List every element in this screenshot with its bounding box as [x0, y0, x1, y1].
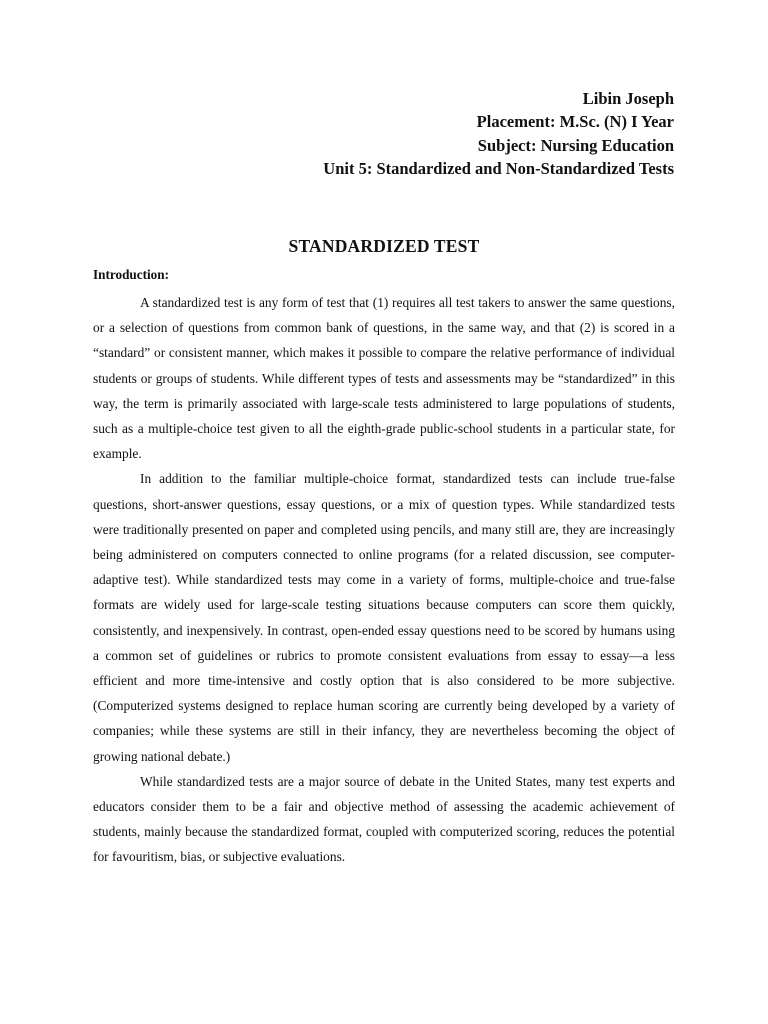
placement-line: Placement: M.Sc. (N) I Year [476, 112, 674, 132]
author-name: Libin Joseph [582, 89, 674, 108]
document-title: STANDARDIZED TEST [288, 236, 480, 256]
paragraph-1: A standardized test is any form of test that (1) requires all test takers to answer the same questions, or a selection of questions from common bank of questions, in the same way, and that (2) is scored in a “standard” or consistent manner, which makes it possible to compare the relative performance of individual students or groups of students. While different types of tests and assessments may be “standardized” in this way, the term is primarily associated with large-scale tests administered to large populations of students, such as a multiple-choice test given to all the eighth-grade public-school students in a particular state, for example. [93, 295, 675, 462]
paragraph-2: In addition to the familiar multiple-choice format, standardized tests can include true-false questions, short-answer questions, essay questions, or a mix of question types. While standardized tests were traditionally presented on paper and completed using pencils, and many still are, they are increasingly being administered on computers connected to online programs (for a related discussion, see computer-adaptive test). While standardized tests may come in a variety of forms, multiple-choice and true-false formats are widely used for large-scale testing situations because computers can score them quickly, consistently, and inexpensively. In contrast, open-ended essay questions need to be scored by humans using a common set of guidelines or rubrics to promote consistent evaluations from essay to essay—a less efficient and more time-intensive and costly option that is also considered to be more subjective. (Computerized systems designed to replace human scoring are currently being developed by a variety of companies; while these systems are still in their infancy, they are nevertheless becoming the object of growing national debate.) [93, 471, 675, 764]
body-text [93, 290, 675, 870]
document-header [323, 87, 674, 181]
paragraph-3: While standardized tests are a major source of debate in the United States, many test experts and educators consider them to be a fair and objective method of assessing the academic achievement of students, mainly because the standardized format, coupled with computerized scoring, reduces the potential for favouritism, bias, or subjective evaluations. [93, 773, 675, 865]
unit-line: Unit 5: Standardized and Non-Standardized Tests [323, 159, 674, 179]
subject-line: Subject: Nursing Education [477, 135, 674, 155]
section-heading: Introduction: [93, 267, 169, 282]
